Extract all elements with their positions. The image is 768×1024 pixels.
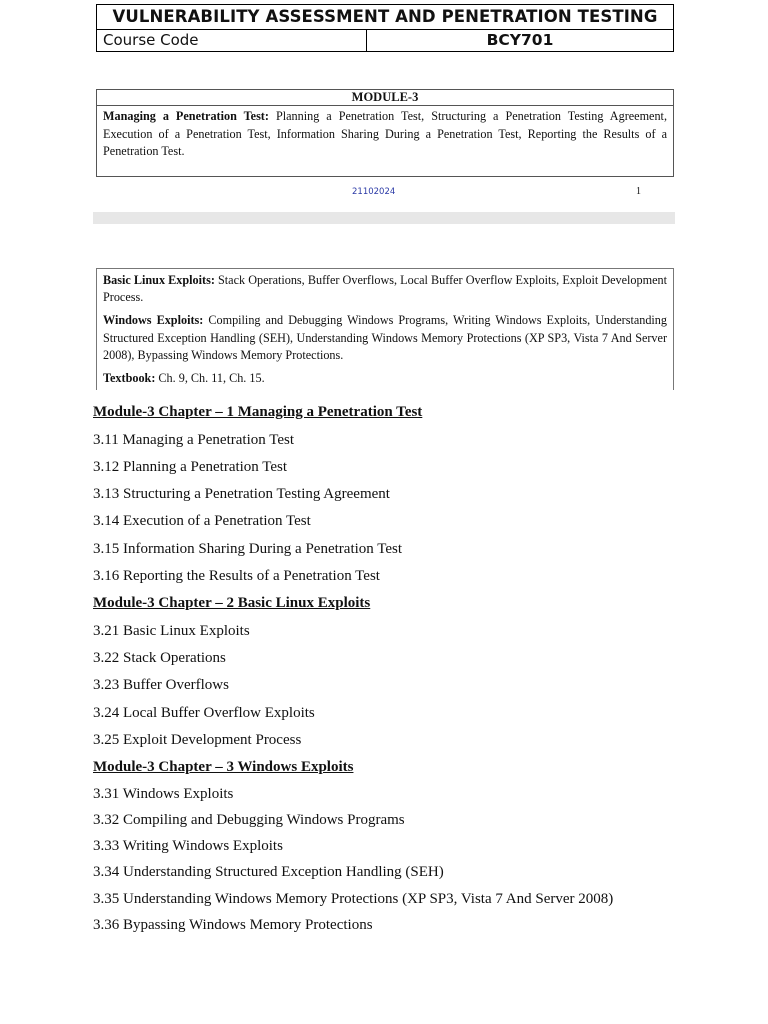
list-item: 3.22 Stack Operations [93, 650, 226, 666]
list-item: 3.25 Exploit Development Process [93, 732, 302, 748]
course-header-table [96, 4, 674, 52]
module-title: MODULE-3 [97, 90, 673, 106]
linux-lead: Basic Linux Exploits: [103, 273, 215, 287]
list-item: 3.13 Structuring a Penetration Testing Agreement [93, 486, 390, 502]
module-description [97, 106, 673, 161]
list-item: 3.33 Writing Windows Exploits [93, 838, 283, 854]
list-item: 3.23 Buffer Overflows [93, 677, 229, 693]
course-code-row [97, 30, 673, 51]
textbook-paragraph [103, 370, 667, 387]
list-item: 3.31 Windows Exploits [93, 786, 234, 802]
list-item: 3.14 Execution of a Penetration Test [93, 513, 311, 529]
chapter-2-heading: Module-3 Chapter – 2 Basic Linux Exploits [93, 595, 371, 611]
linux-text: Stack Operations, Buffer Overflows, Local Buffer Overflow Exploits, Exploit Development Process. [103, 273, 667, 305]
textbook-text: Ch. 9, Ch. 11, Ch. 15. [155, 371, 265, 386]
list-item: 3.32 Compiling and Debugging Windows Programs [93, 812, 405, 828]
page-separator [93, 212, 675, 224]
list-item: 3.11 Managing a Penetration Test [93, 432, 294, 448]
course-code-label: Course Code [97, 30, 367, 51]
module-topics-box [96, 268, 674, 390]
list-item: 3.35 Understanding Windows Memory Protections (XP SP3, Vista 7 And Server 2008) [93, 891, 614, 907]
windows-lead: Windows Exploits: [103, 313, 204, 328]
windows-exploits-paragraph [103, 312, 667, 364]
list-item: 3.12 Planning a Penetration Test [93, 459, 288, 475]
linux-exploits-paragraph [103, 272, 667, 306]
chapter-1-heading: Module-3 Chapter – 1 Managing a Penetration Test [93, 404, 423, 420]
list-item: 3.16 Reporting the Results of a Penetration Test [93, 568, 380, 584]
textbook-lead: Textbook: [103, 371, 156, 386]
list-item: 3.24 Local Buffer Overflow Exploits [93, 705, 315, 721]
course-code-value: BCY701 [486, 31, 554, 49]
windows-text: Compiling and Debugging Windows Programs, Writing Windows Exploits, Understanding Structured Exception Handling (SEH), Understanding Windows Memory Protections (XP SP3, Vista 7 And Server 2008), Bypassing Windows Memory Protections. [103, 313, 667, 362]
list-item: 3.36 Bypassing Windows Memory Protections [93, 917, 373, 933]
list-item: 3.15 Information Sharing During a Penetration Test [93, 541, 403, 557]
list-item: 3.34 Understanding Structured Exception Handling (SEH) [93, 864, 444, 880]
page-number: 1 [636, 186, 641, 197]
chapter-3-heading: Module-3 Chapter – 3 Windows Exploits [93, 759, 354, 775]
course-title: VULNERABILITY ASSESSMENT AND PENETRATION TESTING [97, 5, 673, 30]
list-item: 3.21 Basic Linux Exploits [93, 623, 250, 639]
module-lead: Managing a Penetration Test: [103, 109, 269, 123]
module-text: Planning a Penetration Test, Structuring a Penetration Testing Agreement, Execution of a Penetration Test, Information Sharing During a Penetration Test, Reporting the Results of a Penetration Test. [103, 109, 667, 158]
module-summary-box [96, 89, 674, 177]
page-date: 21102024 [352, 187, 396, 197]
